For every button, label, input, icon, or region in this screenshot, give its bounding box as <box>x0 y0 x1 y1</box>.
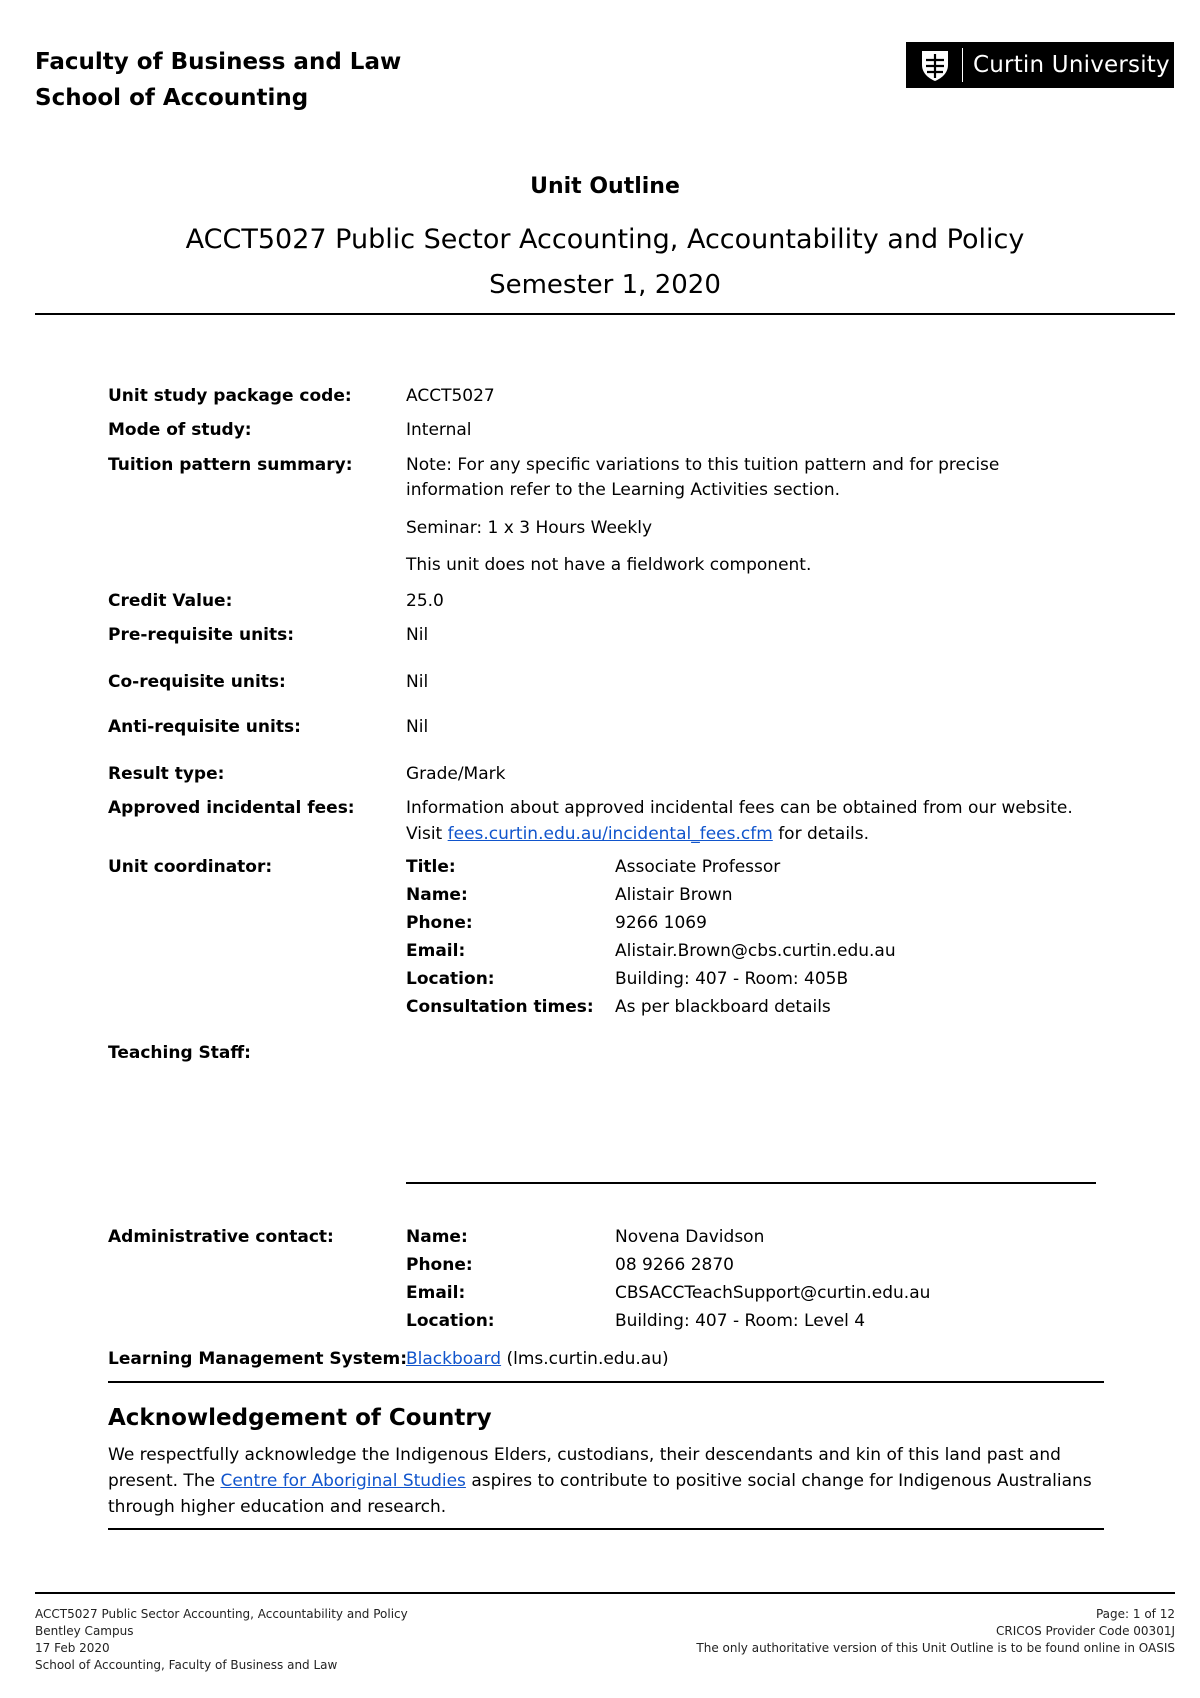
coreq-label: Co-requisite units: <box>108 672 286 692</box>
faculty-name: Faculty of Business and Law <box>35 49 402 75</box>
unit-title: ACCT5027 Public Sector Accounting, Accountability and Policy <box>185 224 1025 255</box>
result-value: Grade/Mark <box>406 764 506 784</box>
blackboard-link[interactable]: Blackboard <box>406 1349 502 1369</box>
admin-location: Building: 407 - Room: Level 4 <box>615 1311 866 1331</box>
coordinator-label: Unit coordinator: <box>108 857 273 877</box>
lms-value <box>406 1349 669 1369</box>
document-type: Unit Outline <box>530 174 680 199</box>
school-name: School of Accounting <box>35 85 309 111</box>
tuition-fieldwork: This unit does not have a fieldwork component. <box>406 555 812 575</box>
fees-tail-text: for details. <box>772 824 870 844</box>
tuition-note-line1: Note: For any specific variations to this tuition pattern and for precise <box>406 455 1000 475</box>
coordinator-email-label: Email: <box>406 941 466 961</box>
footer-school: School of Accounting, Faculty of Business and Law <box>35 1658 338 1672</box>
admin-phone: 08 9266 2870 <box>615 1255 734 1275</box>
lms-url-text: (lms.curtin.edu.au) <box>501 1349 669 1369</box>
antireq-label: Anti-requisite units: <box>108 717 301 737</box>
teaching-staff-label: Teaching Staff: <box>108 1043 251 1063</box>
tuition-seminar: Seminar: 1 x 3 Hours Weekly <box>406 518 653 538</box>
fees-visit-text: Visit <box>406 824 448 844</box>
coordinator-email: Alistair.Brown@cbs.curtin.edu.au <box>615 941 896 961</box>
footer-page: Page: 1 of 12 <box>1095 1607 1175 1621</box>
logo-separator <box>962 48 963 82</box>
acknowledgement-heading: Acknowledgement of Country <box>108 1405 492 1431</box>
coordinator-phone: 9266 1069 <box>615 913 707 933</box>
curtin-logo <box>906 42 1174 88</box>
coordinator-location-label: Location: <box>406 969 495 989</box>
ack-text-2: aspires to contribute to positive social change for Indigenous Australians through higher education and research. <box>108 1471 1092 1517</box>
coordinator-name-label: Name: <box>406 885 468 905</box>
aboriginal-studies-link[interactable]: Centre for Aboriginal Studies <box>220 1471 466 1491</box>
admin-label: Administrative contact: <box>108 1227 334 1247</box>
divider <box>35 313 1175 315</box>
footer-cricos: CRICOS Provider Code 00301J <box>996 1624 1175 1638</box>
mode-label: Mode of study: <box>108 420 252 440</box>
coordinator-consult-label: Consultation times: <box>406 997 594 1017</box>
prereq-label: Pre-requisite units: <box>108 625 295 645</box>
admin-name-label: Name: <box>406 1227 468 1247</box>
coordinator-name: Alistair Brown <box>615 885 733 905</box>
footer-left <box>35 1606 408 1674</box>
coordinator-consult: As per blackboard details <box>615 997 831 1017</box>
faculty-heading <box>35 44 401 116</box>
footer-right <box>696 1606 1175 1657</box>
result-label: Result type: <box>108 764 225 784</box>
footer-date: 17 Feb 2020 <box>35 1641 110 1655</box>
footer-unit: ACCT5027 Public Sector Accounting, Accountability and Policy <box>35 1607 408 1621</box>
package-code-value: ACCT5027 <box>406 386 495 406</box>
credit-label: Credit Value: <box>108 591 233 611</box>
footer-divider <box>35 1592 1175 1594</box>
admin-email: CBSACCTeachSupport@curtin.edu.au <box>615 1283 931 1303</box>
crest-icon <box>918 48 952 82</box>
admin-location-label: Location: <box>406 1311 495 1331</box>
antireq-value: Nil <box>406 717 429 737</box>
prereq-value: Nil <box>406 625 429 645</box>
fees-label: Approved incidental fees: <box>108 798 355 818</box>
acknowledgement-text <box>108 1442 1098 1520</box>
semester: Semester 1, 2020 <box>489 270 721 300</box>
fees-line1: Information about approved incidental fees can be obtained from our website. <box>406 798 1073 818</box>
logo-text: Curtin University <box>973 52 1170 78</box>
admin-phone-label: Phone: <box>406 1255 473 1275</box>
coordinator-location: Building: 407 - Room: 405B <box>615 969 849 989</box>
coordinator-phone-label: Phone: <box>406 913 473 933</box>
credit-value: 25.0 <box>406 591 444 611</box>
tuition-label: Tuition pattern summary: <box>108 455 353 475</box>
lms-label: Learning Management System: <box>108 1349 408 1369</box>
divider <box>108 1528 1104 1530</box>
package-code-label: Unit study package code: <box>108 386 352 406</box>
divider <box>406 1182 1096 1184</box>
footer-authoritative: The only authoritative version of this Unit Outline is to be found online in OASIS <box>696 1641 1175 1655</box>
fees-line2 <box>406 824 869 844</box>
mode-value: Internal <box>406 420 472 440</box>
footer-campus: Bentley Campus <box>35 1624 134 1638</box>
ack-text-1: We respectfully acknowledge the Indigenous Elders, custodians, their descendants and kin of this land past and present. The <box>108 1445 1061 1491</box>
admin-email-label: Email: <box>406 1283 466 1303</box>
coordinator-title: Associate Professor <box>615 857 781 877</box>
admin-name: Novena Davidson <box>615 1227 765 1247</box>
coreq-value: Nil <box>406 672 429 692</box>
divider <box>108 1381 1104 1383</box>
tuition-note-line2: information refer to the Learning Activities section. <box>406 480 840 500</box>
coordinator-title-label: Title: <box>406 857 456 877</box>
fees-link[interactable]: fees.curtin.edu.au/incidental_fees.cfm <box>447 824 773 844</box>
